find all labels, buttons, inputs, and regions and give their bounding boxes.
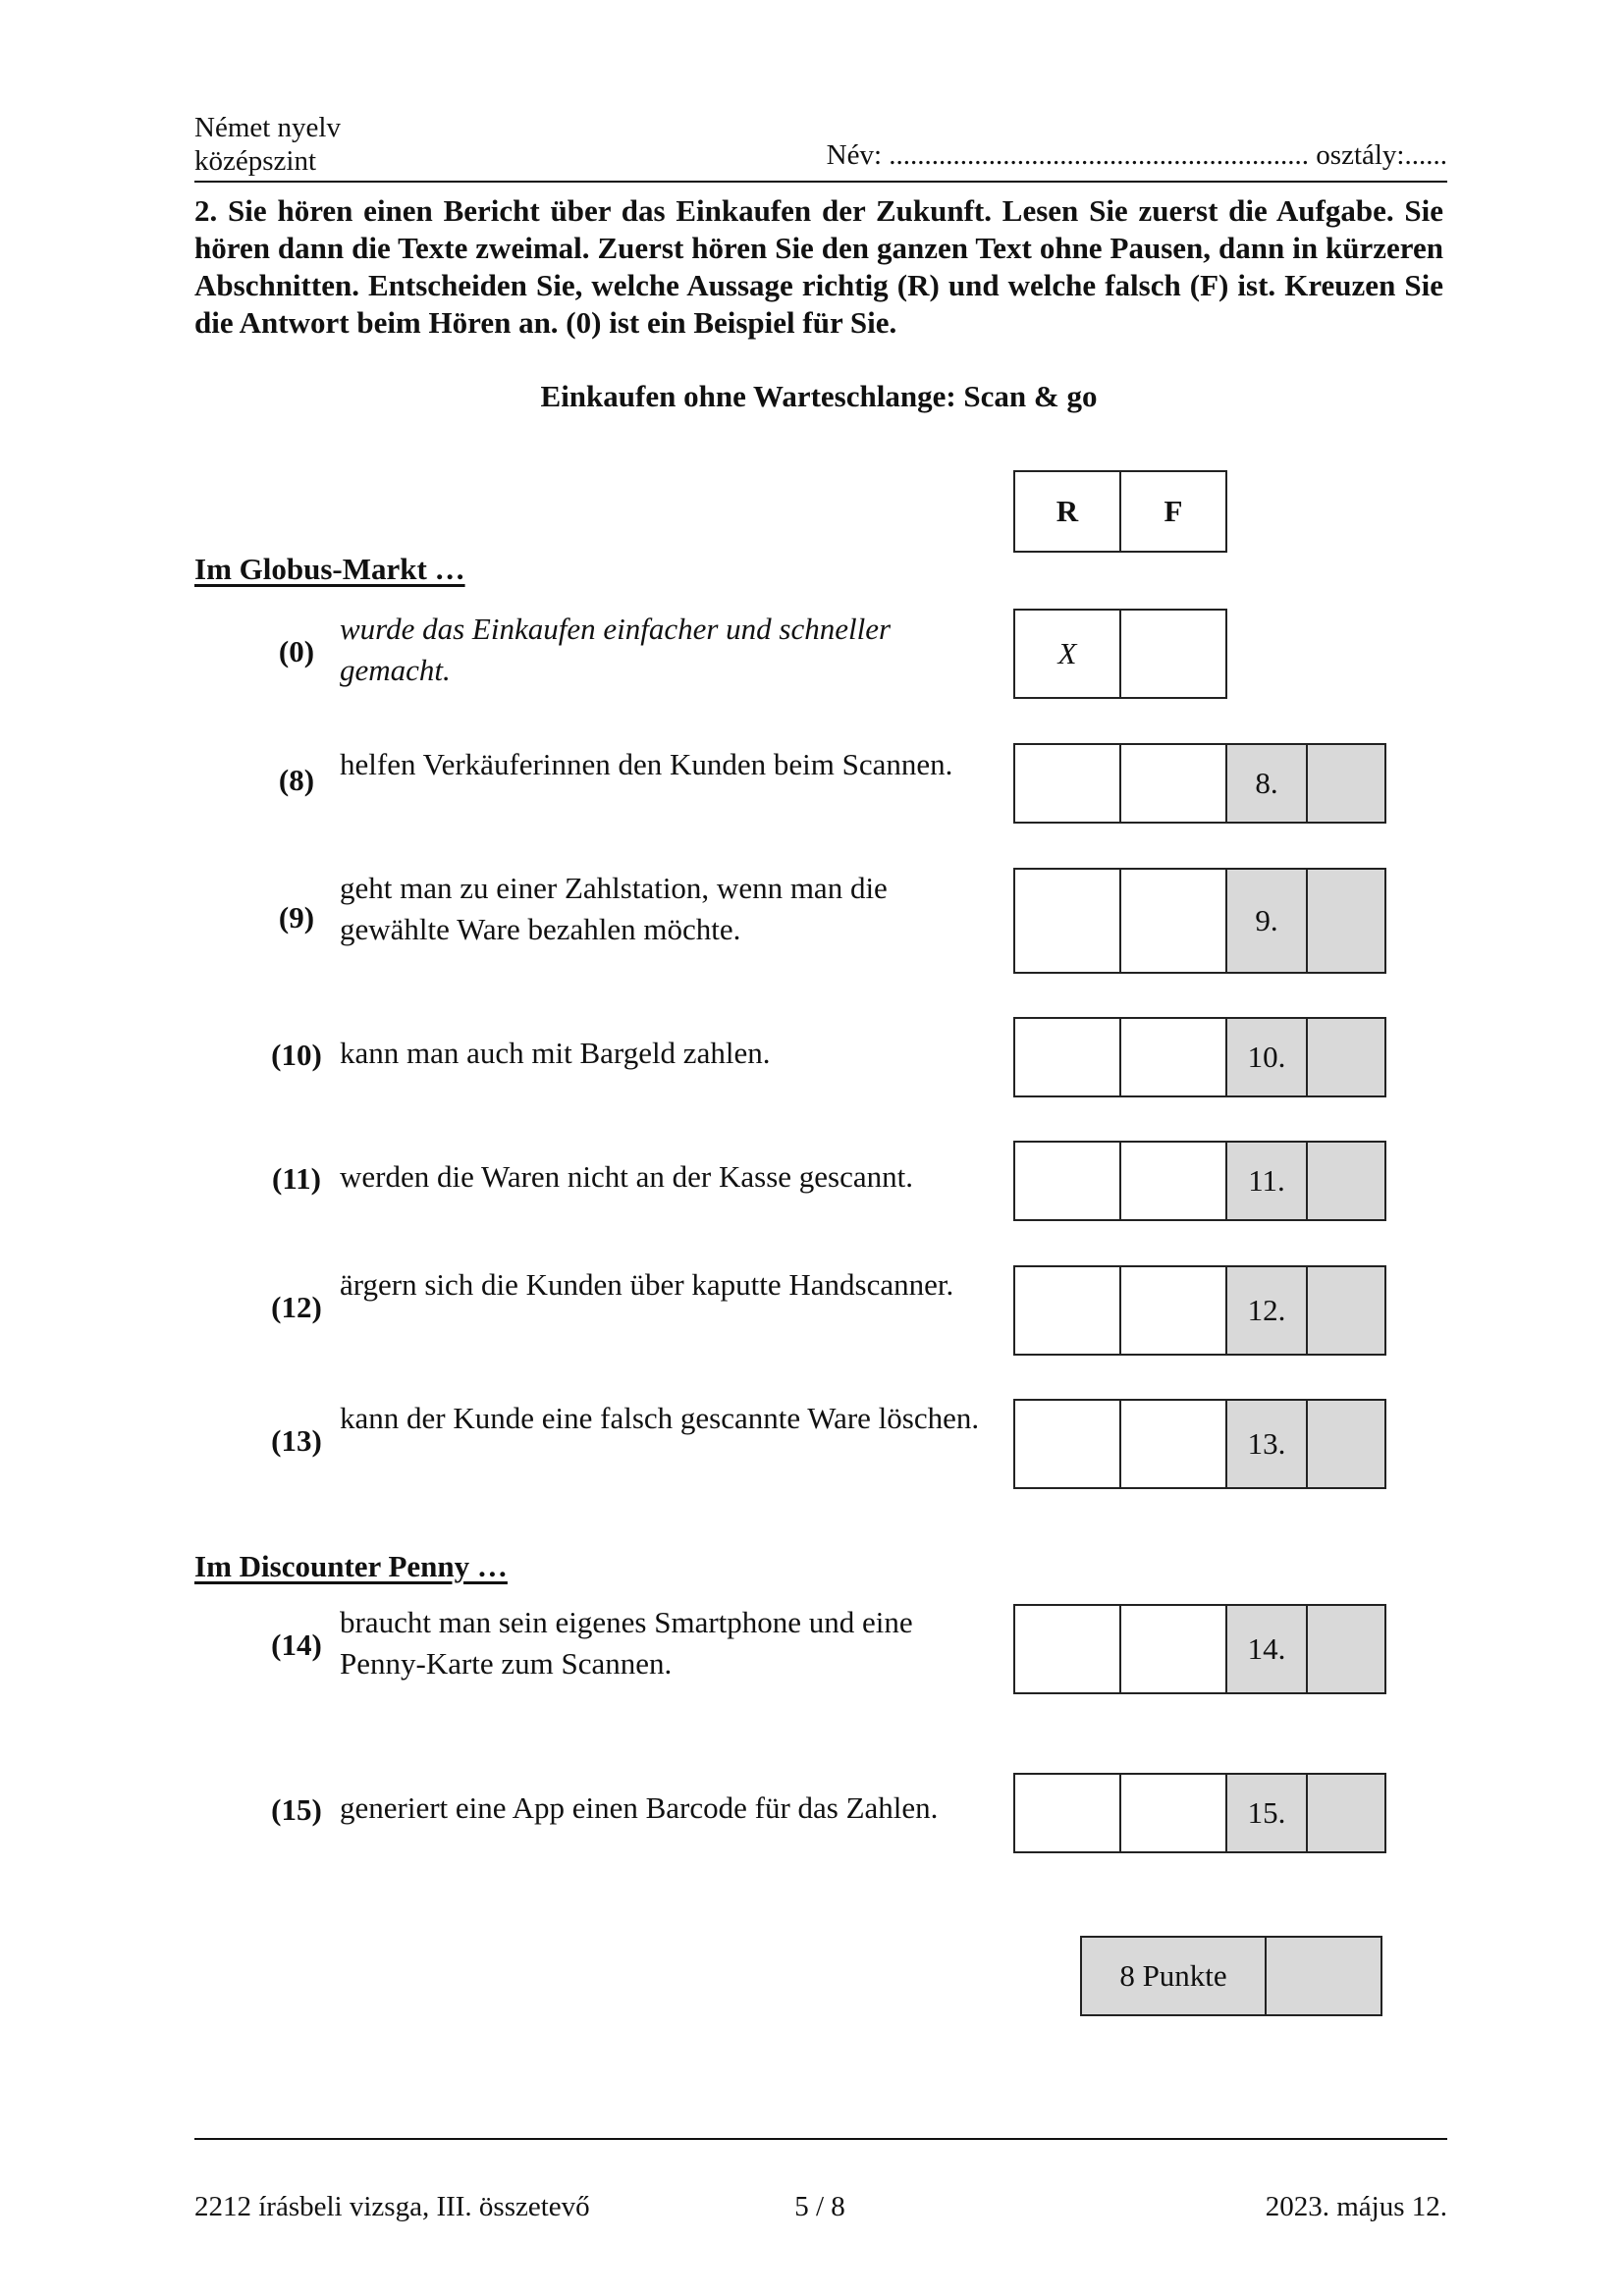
score-box — [1306, 1265, 1386, 1356]
score-label: 10. — [1225, 1017, 1308, 1097]
column-header-f: F — [1119, 470, 1227, 553]
score-box — [1306, 868, 1386, 974]
item-statement: generiert eine App einen Barcode für das Zahlen. — [340, 1790, 939, 1825]
item-number: (11) — [272, 1161, 321, 1196]
task-instruction: 2. Sie hören einen Bericht über das Einkaufen der Zukunft. Lesen Sie zuerst die Aufgabe. Sie hören dann die Texte zweimal. Zuerst hören Sie den ganzen Text ohne Pausen, dann in kürzeren Abschnitten. Entscheiden Sie, welche Aussage richtig (R) und welche falsch (F) ist. Kreuzen Sie die Antwort beim Hören an. (0) ist ein Beispiel für Sie. — [194, 193, 1443, 340]
answer-f-checkbox[interactable] — [1119, 1141, 1227, 1221]
score-label: 13. — [1225, 1399, 1308, 1489]
score-box — [1306, 1141, 1386, 1221]
score-label: 15. — [1225, 1773, 1308, 1853]
score-box — [1306, 1017, 1386, 1097]
answer-r-checkbox[interactable] — [1013, 1604, 1121, 1694]
answer-r-checkbox[interactable] — [1013, 743, 1121, 824]
score-label: 12. — [1225, 1265, 1308, 1356]
answer-r-checkbox[interactable] — [1013, 1017, 1121, 1097]
item-statement: kann der Kunde eine falsch gescannte Ware löschen. — [340, 1401, 980, 1435]
answer-r-example: X — [1013, 609, 1121, 699]
header-rule — [194, 181, 1447, 183]
total-points-label: 8 Punkte — [1080, 1936, 1267, 2016]
answer-r-checkbox[interactable] — [1013, 1265, 1121, 1356]
score-label: 14. — [1225, 1604, 1308, 1694]
answer-f-checkbox[interactable] — [1119, 868, 1227, 974]
score-box — [1306, 1604, 1386, 1694]
task-title: Einkaufen ohne Warteschlange: Scan & go — [540, 379, 1098, 413]
item-number: (9) — [278, 900, 315, 934]
answer-r-checkbox[interactable] — [1013, 1773, 1121, 1853]
item-statement: braucht man sein eigenes Smartphone und eine Penny-Karte zum Scannen. — [340, 1605, 913, 1681]
answer-f-example — [1119, 609, 1227, 699]
subject-label: Német nyelv — [194, 112, 341, 143]
answer-r-checkbox[interactable] — [1013, 868, 1121, 974]
answer-f-checkbox[interactable] — [1119, 743, 1227, 824]
column-header-r: R — [1013, 470, 1121, 553]
item-statement: werden die Waren nicht an der Kasse gescannt. — [340, 1159, 913, 1194]
item-number: (8) — [278, 763, 315, 797]
footer-rule — [194, 2138, 1447, 2140]
answer-f-checkbox[interactable] — [1119, 1773, 1227, 1853]
item-number: (14) — [271, 1628, 322, 1662]
item-statement: helfen Verkäuferinnen den Kunden beim Scannen. — [340, 747, 953, 781]
section-heading-globus: Im Globus-Markt … — [194, 552, 465, 586]
item-number: (0) — [278, 634, 315, 668]
score-label: 8. — [1225, 743, 1308, 824]
name-class-field[interactable]: Név: ........................................................... osztály:...... — [826, 139, 1447, 171]
score-box — [1306, 1773, 1386, 1853]
answer-f-checkbox[interactable] — [1119, 1265, 1227, 1356]
answer-r-checkbox[interactable] — [1013, 1141, 1121, 1221]
section-heading-penny: Im Discounter Penny … — [194, 1549, 508, 1583]
level-label: középszint — [194, 145, 317, 177]
answer-f-checkbox[interactable] — [1119, 1017, 1227, 1097]
answer-f-checkbox[interactable] — [1119, 1604, 1227, 1694]
score-box — [1306, 743, 1386, 824]
score-label: 9. — [1225, 868, 1308, 974]
answer-r-checkbox[interactable] — [1013, 1399, 1121, 1489]
item-statement: ärgern sich die Kunden über kaputte Handscanner. — [340, 1267, 954, 1302]
total-points-box — [1265, 1936, 1382, 2016]
item-number: (13) — [271, 1423, 322, 1458]
item-number: (15) — [271, 1792, 322, 1827]
footer-exam-info: 2212 írásbeli vizsga, III. összetevő — [194, 2191, 590, 2222]
score-box — [1306, 1399, 1386, 1489]
item-statement: kann man auch mit Bargeld zahlen. — [340, 1036, 771, 1070]
footer-date: 2023. május 12. — [1265, 2191, 1447, 2222]
item-number: (10) — [271, 1038, 322, 1072]
item-number: (12) — [271, 1290, 322, 1324]
answer-f-checkbox[interactable] — [1119, 1399, 1227, 1489]
item-statement-example: wurde das Einkaufen einfacher und schneller gemacht. — [340, 612, 892, 687]
page-number: 5 / 8 — [794, 2191, 845, 2222]
score-label: 11. — [1225, 1141, 1308, 1221]
item-statement: geht man zu einer Zahlstation, wenn man die gewählte Ware bezahlen möchte. — [340, 871, 888, 946]
